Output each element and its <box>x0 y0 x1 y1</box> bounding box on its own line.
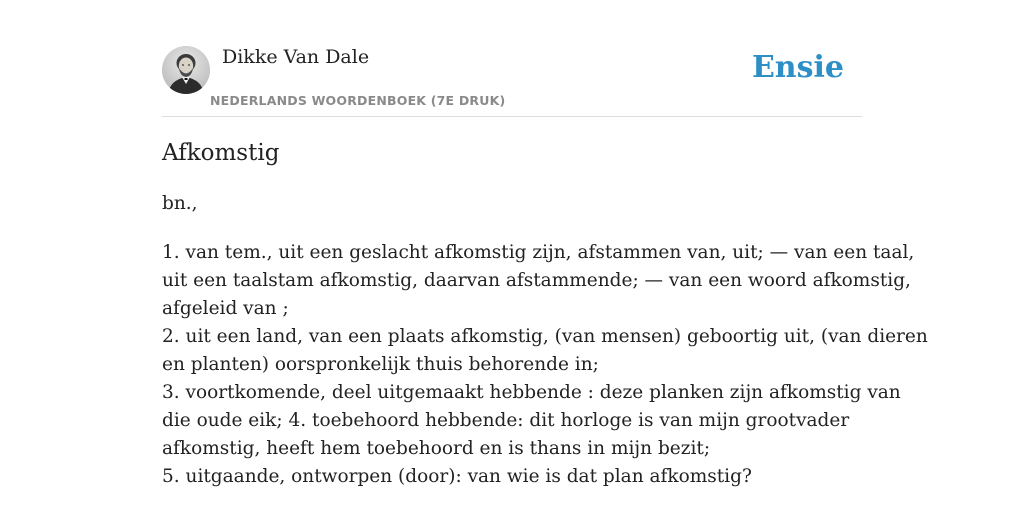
header <box>162 44 862 117</box>
author-name[interactable]: Dikke Van Dale <box>222 46 370 68</box>
ensie-logo[interactable]: Ensie <box>751 50 844 85</box>
entry-definition <box>162 239 928 491</box>
portrait-icon <box>162 46 210 94</box>
definition-line: uit een taalstam afkomstig, daarvan afstammende; — van een woord afkomstig, <box>162 270 911 291</box>
part-of-speech: bn., <box>162 193 198 214</box>
definition-line: en planten) oorspronkelijk thuis behorende in; <box>162 354 599 375</box>
definition-line: 2. uit een land, van een plaats afkomstig, (van mensen) geboortig uit, (van dieren <box>162 326 928 347</box>
author-avatar[interactable] <box>162 46 210 94</box>
definition-line: die oude eik; 4. toebehoord hebbende: dit horloge is van mijn grootvader <box>162 410 850 431</box>
dictionary-source[interactable]: NEDERLANDS WOORDENBOEK (7E DRUK) <box>210 93 506 108</box>
entry-title: Afkomstig <box>162 140 280 166</box>
definition-line: afkomstig, heeft hem toebehoord en is thans in mijn bezit; <box>162 438 711 459</box>
definition-line: 1. van tem., uit een geslacht afkomstig zijn, afstammen van, uit; — van een taal, <box>162 242 915 263</box>
definition-line: 3. voortkomende, deel uitgemaakt hebbende : deze planken zijn afkomstig van <box>162 382 901 403</box>
definition-line: 5. uitgaande, ontworpen (door): van wie is dat plan afkomstig? <box>162 466 752 487</box>
definition-line: afgeleid van ; <box>162 298 289 319</box>
